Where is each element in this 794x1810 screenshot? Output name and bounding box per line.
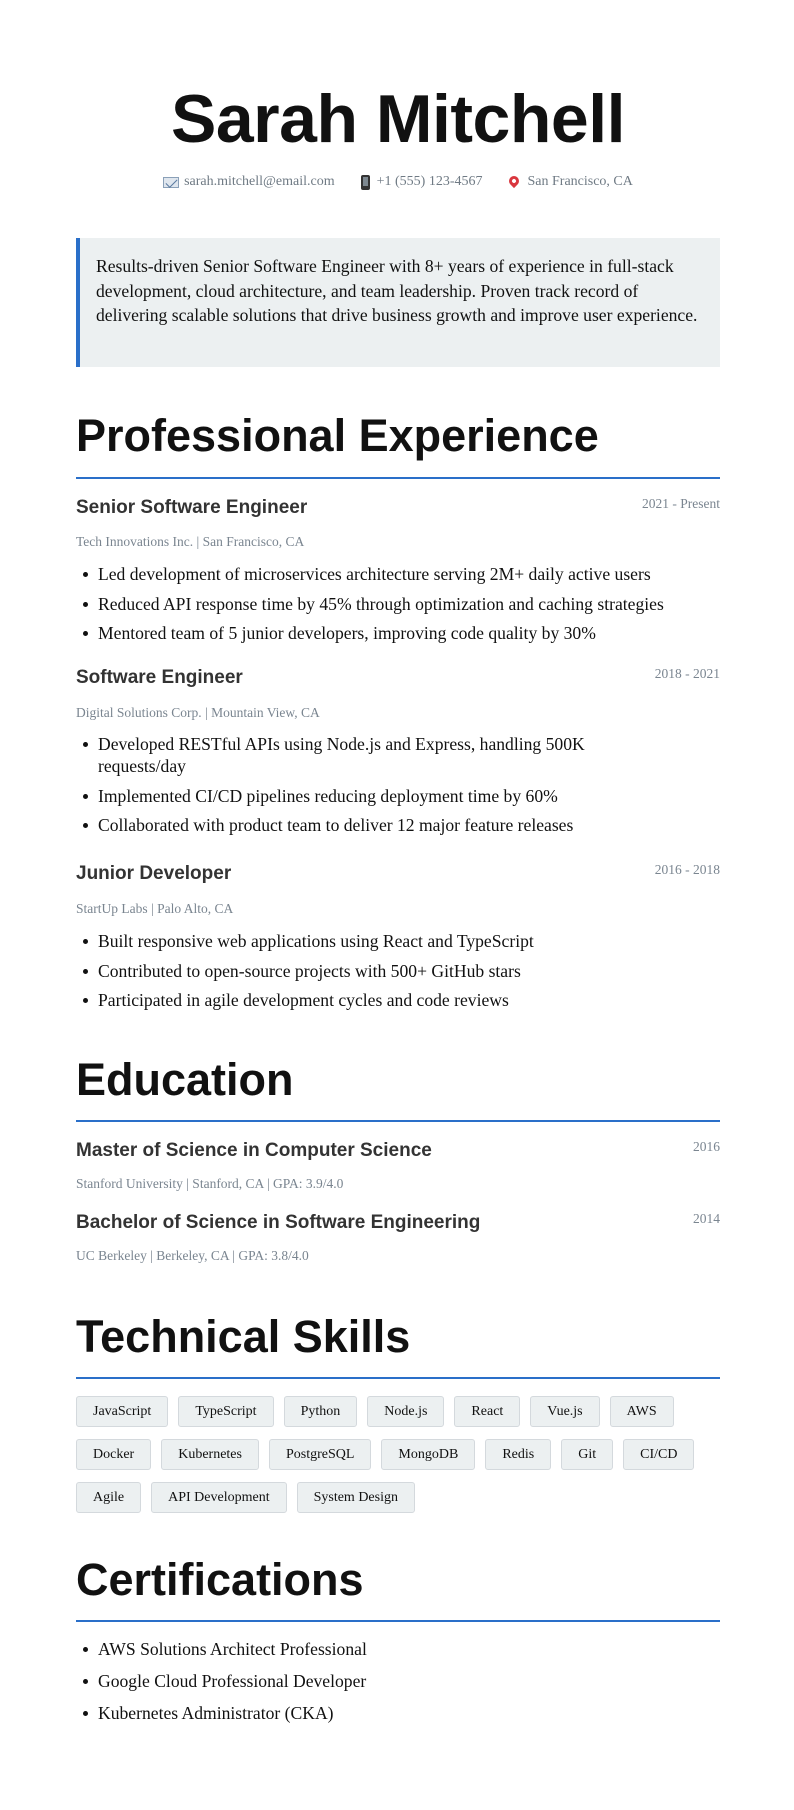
job-achievements [76,930,720,1019]
skills-heading: Technical Skills [76,1311,411,1362]
job-company: Tech Innovations Inc. | San Francisco, CA [76,534,305,549]
professional-summary: Results-driven Senior Software Engineer with 8+ years of experience in full-stack development, cloud architecture, and team leadership. Proven track record of delivering scalable solutions that drive business growth and improve user experience. [76,238,720,367]
skill-tag: AWS [610,1396,674,1427]
certifications-divider [76,1620,720,1622]
education-divider [76,1120,720,1122]
certifications-heading: Certifications [76,1554,364,1605]
location-text: San Francisco, CA [527,174,633,189]
degree-title: Bachelor of Science in Software Engineering [76,1212,481,1233]
list-item: Implemented CI/CD pipelines reducing deployment time by 60% [76,785,636,807]
phone-text: +1 (555) 123-4567 [376,174,483,189]
skill-tag: Kubernetes [161,1439,259,1470]
candidate-name: Sarah Mitchell [170,81,626,157]
list-item: Collaborated with product team to deliver 12 major feature releases [76,814,636,836]
location-pin-icon [506,173,520,187]
list-item: Built responsive web applications using React and TypeScript [76,930,720,952]
skill-tag: Vue.js [530,1396,599,1427]
job-title: Senior Software Engineer [76,497,308,518]
contact-location [509,174,633,190]
job-title: Junior Developer [76,863,232,884]
degree-details: Stanford University | Stanford, CA | GPA: 3.9/4.0 [76,1176,344,1191]
phone-icon [361,175,370,190]
skill-tag: Agile [76,1482,141,1513]
job-company: StartUp Labs | Palo Alto, CA [76,901,234,916]
skill-tag: Docker [76,1439,151,1470]
job-dates: 2018 - 2021 [654,666,720,681]
contact-phone[interactable] [361,174,483,190]
skill-tag: React [454,1396,520,1427]
education-heading: Education [76,1054,294,1105]
list-item: AWS Solutions Architect Professional [76,1638,720,1660]
skills-list [76,1396,720,1513]
list-item: Mentored team of 5 junior developers, improving code quality by 30% [76,622,720,644]
experience-heading: Professional Experience [76,410,599,461]
job-company: Digital Solutions Corp. | Mountain View, CA [76,705,320,720]
skill-tag: System Design [297,1482,415,1513]
degree-year: 2016 [693,1139,720,1154]
experience-divider [76,477,720,479]
contact-info [76,174,720,190]
job-achievements [76,733,636,844]
list-item: Google Cloud Professional Developer [76,1670,720,1692]
job-dates: 2016 - 2018 [654,862,720,877]
degree-details: UC Berkeley | Berkeley, CA | GPA: 3.8/4.0 [76,1248,309,1263]
contact-email[interactable] [163,174,335,190]
skill-tag: PostgreSQL [269,1439,371,1470]
skill-tag: TypeScript [178,1396,273,1427]
skill-tag: MongoDB [381,1439,475,1470]
degree-year: 2014 [693,1211,720,1226]
skill-tag: API Development [151,1482,286,1513]
list-item: Participated in agile development cycles and code reviews [76,989,720,1011]
certifications-list [76,1638,720,1734]
job-achievements [76,563,720,652]
email-icon [163,177,179,188]
skills-divider [76,1377,720,1379]
skill-tag: CI/CD [623,1439,694,1470]
skill-tag: Git [561,1439,613,1470]
skill-tag: Redis [485,1439,551,1470]
job-dates: 2021 - Present [642,496,720,511]
list-item: Reduced API response time by 45% through optimization and caching strategies [76,593,720,615]
job-title: Software Engineer [76,667,243,688]
degree-title: Master of Science in Computer Science [76,1140,432,1161]
email-text: sarah.mitchell@email.com [184,174,335,189]
list-item: Contributed to open-source projects with 500+ GitHub stars [76,960,720,982]
skill-tag: Node.js [367,1396,444,1427]
skill-tag: Python [284,1396,358,1427]
skill-tag: JavaScript [76,1396,168,1427]
list-item: Kubernetes Administrator (CKA) [76,1702,720,1724]
list-item: Developed RESTful APIs using Node.js and Express, handling 500K requests/day [76,733,636,777]
list-item: Led development of microservices architecture serving 2M+ daily active users [76,563,720,585]
